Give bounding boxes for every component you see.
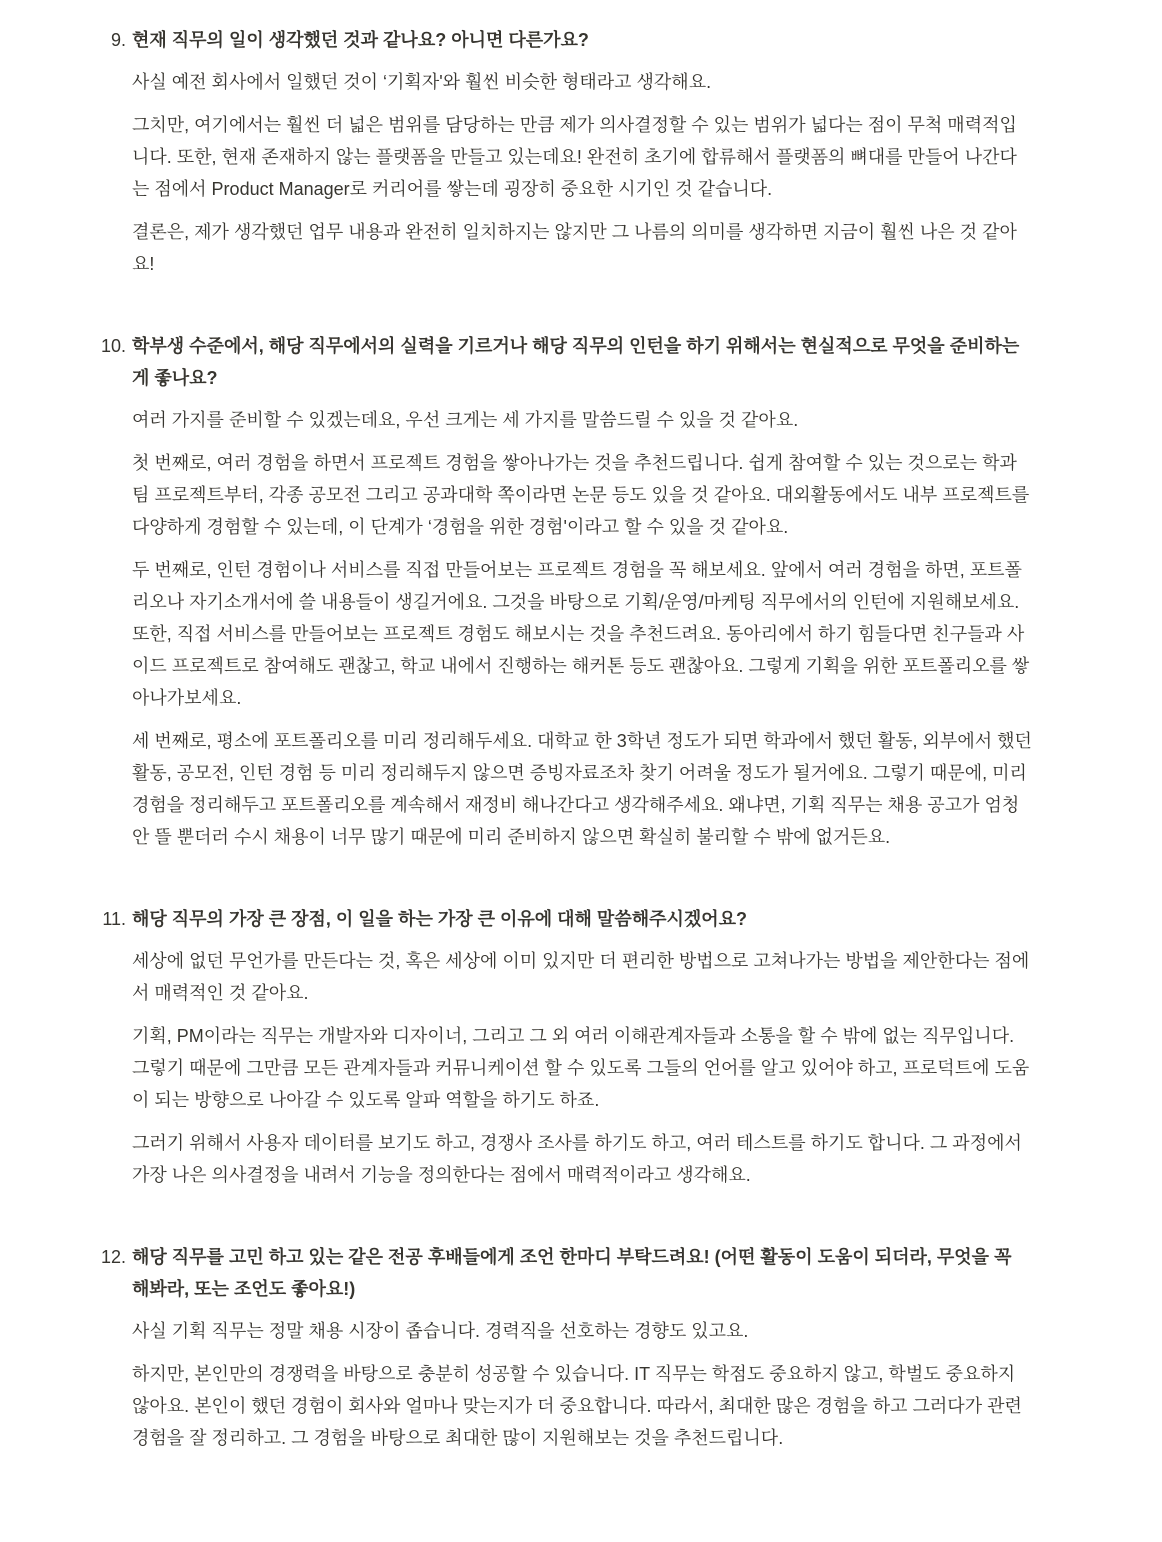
question-text: 해당 직무의 가장 큰 장점, 이 일을 하는 가장 큰 이유에 대해 말씀해주시겠어요? [132, 909, 748, 929]
answer-paragraph: 여러 가지를 준비할 수 있겠는데요, 우선 크게는 세 가지를 말씀드릴 수 있을 것 같아요. [132, 410, 799, 430]
answer-paragraph: 기획, PM이라는 직무는 개발자와 디자이너, 그리고 그 외 여러 이해관계자들과 소통을 할 수 밖에 없는 직무입니다. 그렇기 때문에 그만큼 모든 관계자들과 커뮤니케이션 할 수 있도록 그들의 언어를 알고 있어야 하고, 프로덕트에 도움이 되는 방향으로 나아갈 수 있도록 알파 역할을 하기도 하죠. [132, 1026, 1030, 1110]
answer-paragraph: 사실 예전 회사에서 일했던 것이 ‘기획자'와 훨씬 비슷한 형태라고 생각해요. [132, 72, 712, 92]
answer-paragraph: 사실 기획 직무는 정말 채용 시장이 좁습니다. 경력직을 선호하는 경향도 있고요. [132, 1321, 749, 1341]
question-heading [110, 24, 1032, 56]
answer-paragraph: 첫 번째로, 여러 경험을 하면서 프로젝트 경험을 쌓아나가는 것을 추천드립니다. 쉽게 참여할 수 있는 것으로는 학과 팀 프로젝트부터, 각종 공모전 그리고 공과대학 쪽이라면 논문 등도 있을 것 같아요. 대외활동에서도 내부 프로젝트를 다양하게 경험할 수 있는데, 이 단계가 ‘경험을 위한 경험'이라고 할 수 있을 것 같아요. [132, 453, 1030, 537]
question-heading [100, 1241, 1032, 1305]
answer-paragraph: 세 번째로, 평소에 포트폴리오를 미리 정리해두세요. 대학교 한 3학년 정도가 되면 학과에서 했던 활동, 외부에서 했던 활동, 공모전, 인턴 경험 등 미리 정리해두지 않으면 증빙자료조차 찾기 어려울 정도가 될거에요. 그렇기 때문에, 미리 경험을 정리해두고 포트폴리오를 계속해서 재정비 해나간다고 생각해주세요. 왜냐면, 기획 직무는 채용 공고가 엄청 안 뜰 뿐더러 수시 채용이 너무 많기 때문에 미리 준비하지 않으면 확실히 불리할 수 밖에 없거든요. [132, 731, 1032, 847]
answer-paragraph: 그러기 위해서 사용자 데이터를 보기도 하고, 경쟁사 조사를 하기도 하고, 여러 테스트를 하기도 합니다. 그 과정에서 가장 나은 의사결정을 내려서 기능을 정의한다는 점에서 매력적이라고 생각해요. [132, 1133, 1022, 1185]
question-heading [102, 903, 1032, 935]
answer-paragraph: 결론은, 제가 생각했던 업무 내용과 완전히 일치하지는 않지만 그 나름의 의미를 생각하면 지금이 훨씬 나은 것 같아요! [132, 222, 1017, 274]
answer-block [132, 1315, 1032, 1454]
answer-paragraph: 하지만, 본인만의 경쟁력을 바탕으로 충분히 성공할 수 있습니다. IT 직무는 학점도 중요하지 않고, 학벌도 중요하지 않아요. 본인이 했던 경험이 회사와 얼마나 맞는지가 더 중요합니다. 따라서, 최대한 많은 경험을 하고 그러다가 관련 경험을 잘 정리하고. 그 경험을 바탕으로 최대한 많이 지원해보는 것을 추천드립니다. [132, 1364, 1022, 1448]
answer-block [132, 945, 1032, 1191]
list-number: 12. [100, 1247, 126, 1267]
answer-paragraph: 그치만, 여기에서는 훨씬 더 넓은 범위를 담당하는 만큼 제가 의사결정할 수 있는 범위가 넓다는 점이 무척 매력적입니다. 또한, 현재 존재하지 않는 플랫폼을 만들고 있는데요! 완전히 초기에 합류해서 플랫폼의 뼈대를 만들어 나간다는 점에서 Product Manager로 커리어를 쌓는데 굉장히 중요한 시기인 것 같습니다. [132, 115, 1017, 199]
answer-paragraph: 세상에 없던 무언가를 만든다는 것, 혹은 세상에 이미 있지만 더 편리한 방법으로 고쳐나가는 방법을 제안한다는 점에서 매력적인 것 같아요. [132, 951, 1030, 1003]
question-text: 현재 직무의 일이 생각했던 것과 같나요? 아니면 다른가요? [132, 30, 589, 50]
answer-block [132, 404, 1032, 853]
qa-item-11 [102, 903, 1032, 1191]
question-text: 해당 직무를 고민 하고 있는 같은 전공 후배들에게 조언 한마디 부탁드려요! (어떤 활동이 도움이 되더라, 무엇을 꼭 해봐라, 또는 조언도 좋아요!) [132, 1247, 1012, 1299]
qa-item-12 [100, 1241, 1032, 1454]
list-number: 11. [102, 909, 126, 929]
question-text: 학부생 수준에서, 해당 직무에서의 실력을 기르거나 해당 직무의 인턴을 하기 위해서는 현실적으로 무엇을 준비하는 게 좋나요? [132, 336, 1020, 388]
qa-item-10 [100, 330, 1032, 853]
qa-item-9 [110, 24, 1032, 280]
list-number: 9. [110, 30, 126, 50]
question-heading [100, 330, 1032, 394]
answer-block [132, 66, 1032, 280]
list-number: 10. [100, 336, 126, 356]
answer-paragraph: 두 번째로, 인턴 경험이나 서비스를 직접 만들어보는 프로젝트 경험을 꼭 해보세요. 앞에서 여러 경험을 하면, 포트폴리오나 자기소개서에 쓸 내용들이 생길거에요. 그것을 바탕으로 기획/운영/마케팅 직무에서의 인턴에 지원해보세요. 또한, 직접 서비스를 만들어보는 프로젝트 경험도 해보시는 것을 추천드려요. 동아리에서 하기 힘들다면 친구들과 사이드 프로젝트로 참여해도 괜찮고, 학교 내에서 진행하는 해커톤 등도 괜찮아요. 그렇게 기획을 위한 포트폴리오를 쌓아나가보세요. [132, 560, 1030, 708]
